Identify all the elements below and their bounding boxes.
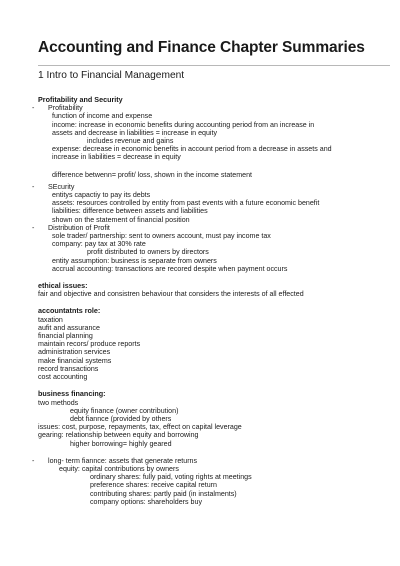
text-line: function of income and expense (52, 112, 153, 121)
text-line: profit distributed to owners by directors (87, 248, 209, 257)
text-line: financial planning (38, 332, 93, 341)
text-line: assets and decrease in liabilities = increase in equity (52, 128, 218, 137)
text-line: ordinary shares: fully paid, voting rights at meetings (90, 473, 252, 482)
text-line: accrual accounting: transactions are recored despite when payment occurs (52, 264, 288, 273)
section-heading: accountatnts role: (38, 306, 101, 316)
text-line: expense: decrease in economic benefits in account period from a decrease in assets and (52, 145, 332, 154)
text-line: increase in liabilities = decrease in equity (52, 153, 181, 162)
text-line: aufit and assurance (38, 323, 100, 332)
text-line: make financial systems (38, 356, 112, 365)
text-line: maintain recors/ produce reports (38, 340, 141, 349)
text-line: - Profitability (38, 104, 368, 112)
text-line: company options: shareholders buy (90, 497, 202, 506)
section-heading: ethical issues: (38, 281, 88, 291)
text-line: debt fiannce (provided by others (70, 414, 172, 423)
text-line: cost accounting (38, 373, 88, 382)
document-body (38, 96, 368, 506)
text-line: income: increase in economic benefits during accounting period from an increase in (52, 120, 315, 129)
text-line: difference betwenn= profit/ loss, shown in the income statement (52, 170, 252, 179)
chapter-heading: 1 Intro to Financial Management (38, 70, 185, 81)
text-line: includes revenue and gains (87, 137, 174, 146)
text-line: company: pay tax at 30% rate (52, 240, 146, 249)
text-line: sole trader/ partnership: sent to owners account, must pay income tax (52, 232, 271, 241)
text-line: - long- term fiannce: assets that generate returns (38, 457, 368, 465)
text-line: contributing shares: partly paid (in instalments) (90, 489, 237, 498)
text-line: equity: capital contributions by owners (59, 464, 179, 473)
text-line: entitys capactiy to pay its debts (52, 191, 151, 200)
text-line: entity assumption: business is separate from owners (52, 256, 217, 265)
text-line: liabilities: difference between assets and liabilities (52, 207, 208, 216)
document-page (38, 38, 365, 506)
text-line: shown on the statement of financial position (52, 215, 190, 224)
text-line: fair and objective and consistren behaviour that considers the interests of all effected (38, 290, 304, 299)
text-line: issues: cost, purpose, repayments, tax, effect on capital leverage (38, 423, 242, 432)
text-line: assets: resources controlled by entity from past events with a future economic benefit (52, 199, 320, 208)
section-heading: Profitability and Security (38, 95, 123, 104)
text-line: higher borrowing= highly geared (70, 439, 172, 448)
text-line: preference shares: receive capital return (90, 481, 217, 490)
text-line: - Distribution of Profit (38, 224, 368, 232)
text-line: taxation (38, 315, 63, 324)
document-title: Accounting and Finance Chapter Summaries (38, 39, 365, 56)
text-line: administration services (38, 348, 111, 357)
text-line: - SEcurity (38, 183, 368, 191)
text-line: gearing: relationship between equity and borrowing (38, 431, 199, 440)
text-line: record transactions (38, 364, 99, 373)
section-heading: business financing: (38, 389, 106, 399)
text-line: equity finance (owner contribution) (70, 406, 179, 415)
text-line: two methods (38, 398, 79, 407)
title-divider (38, 65, 390, 66)
